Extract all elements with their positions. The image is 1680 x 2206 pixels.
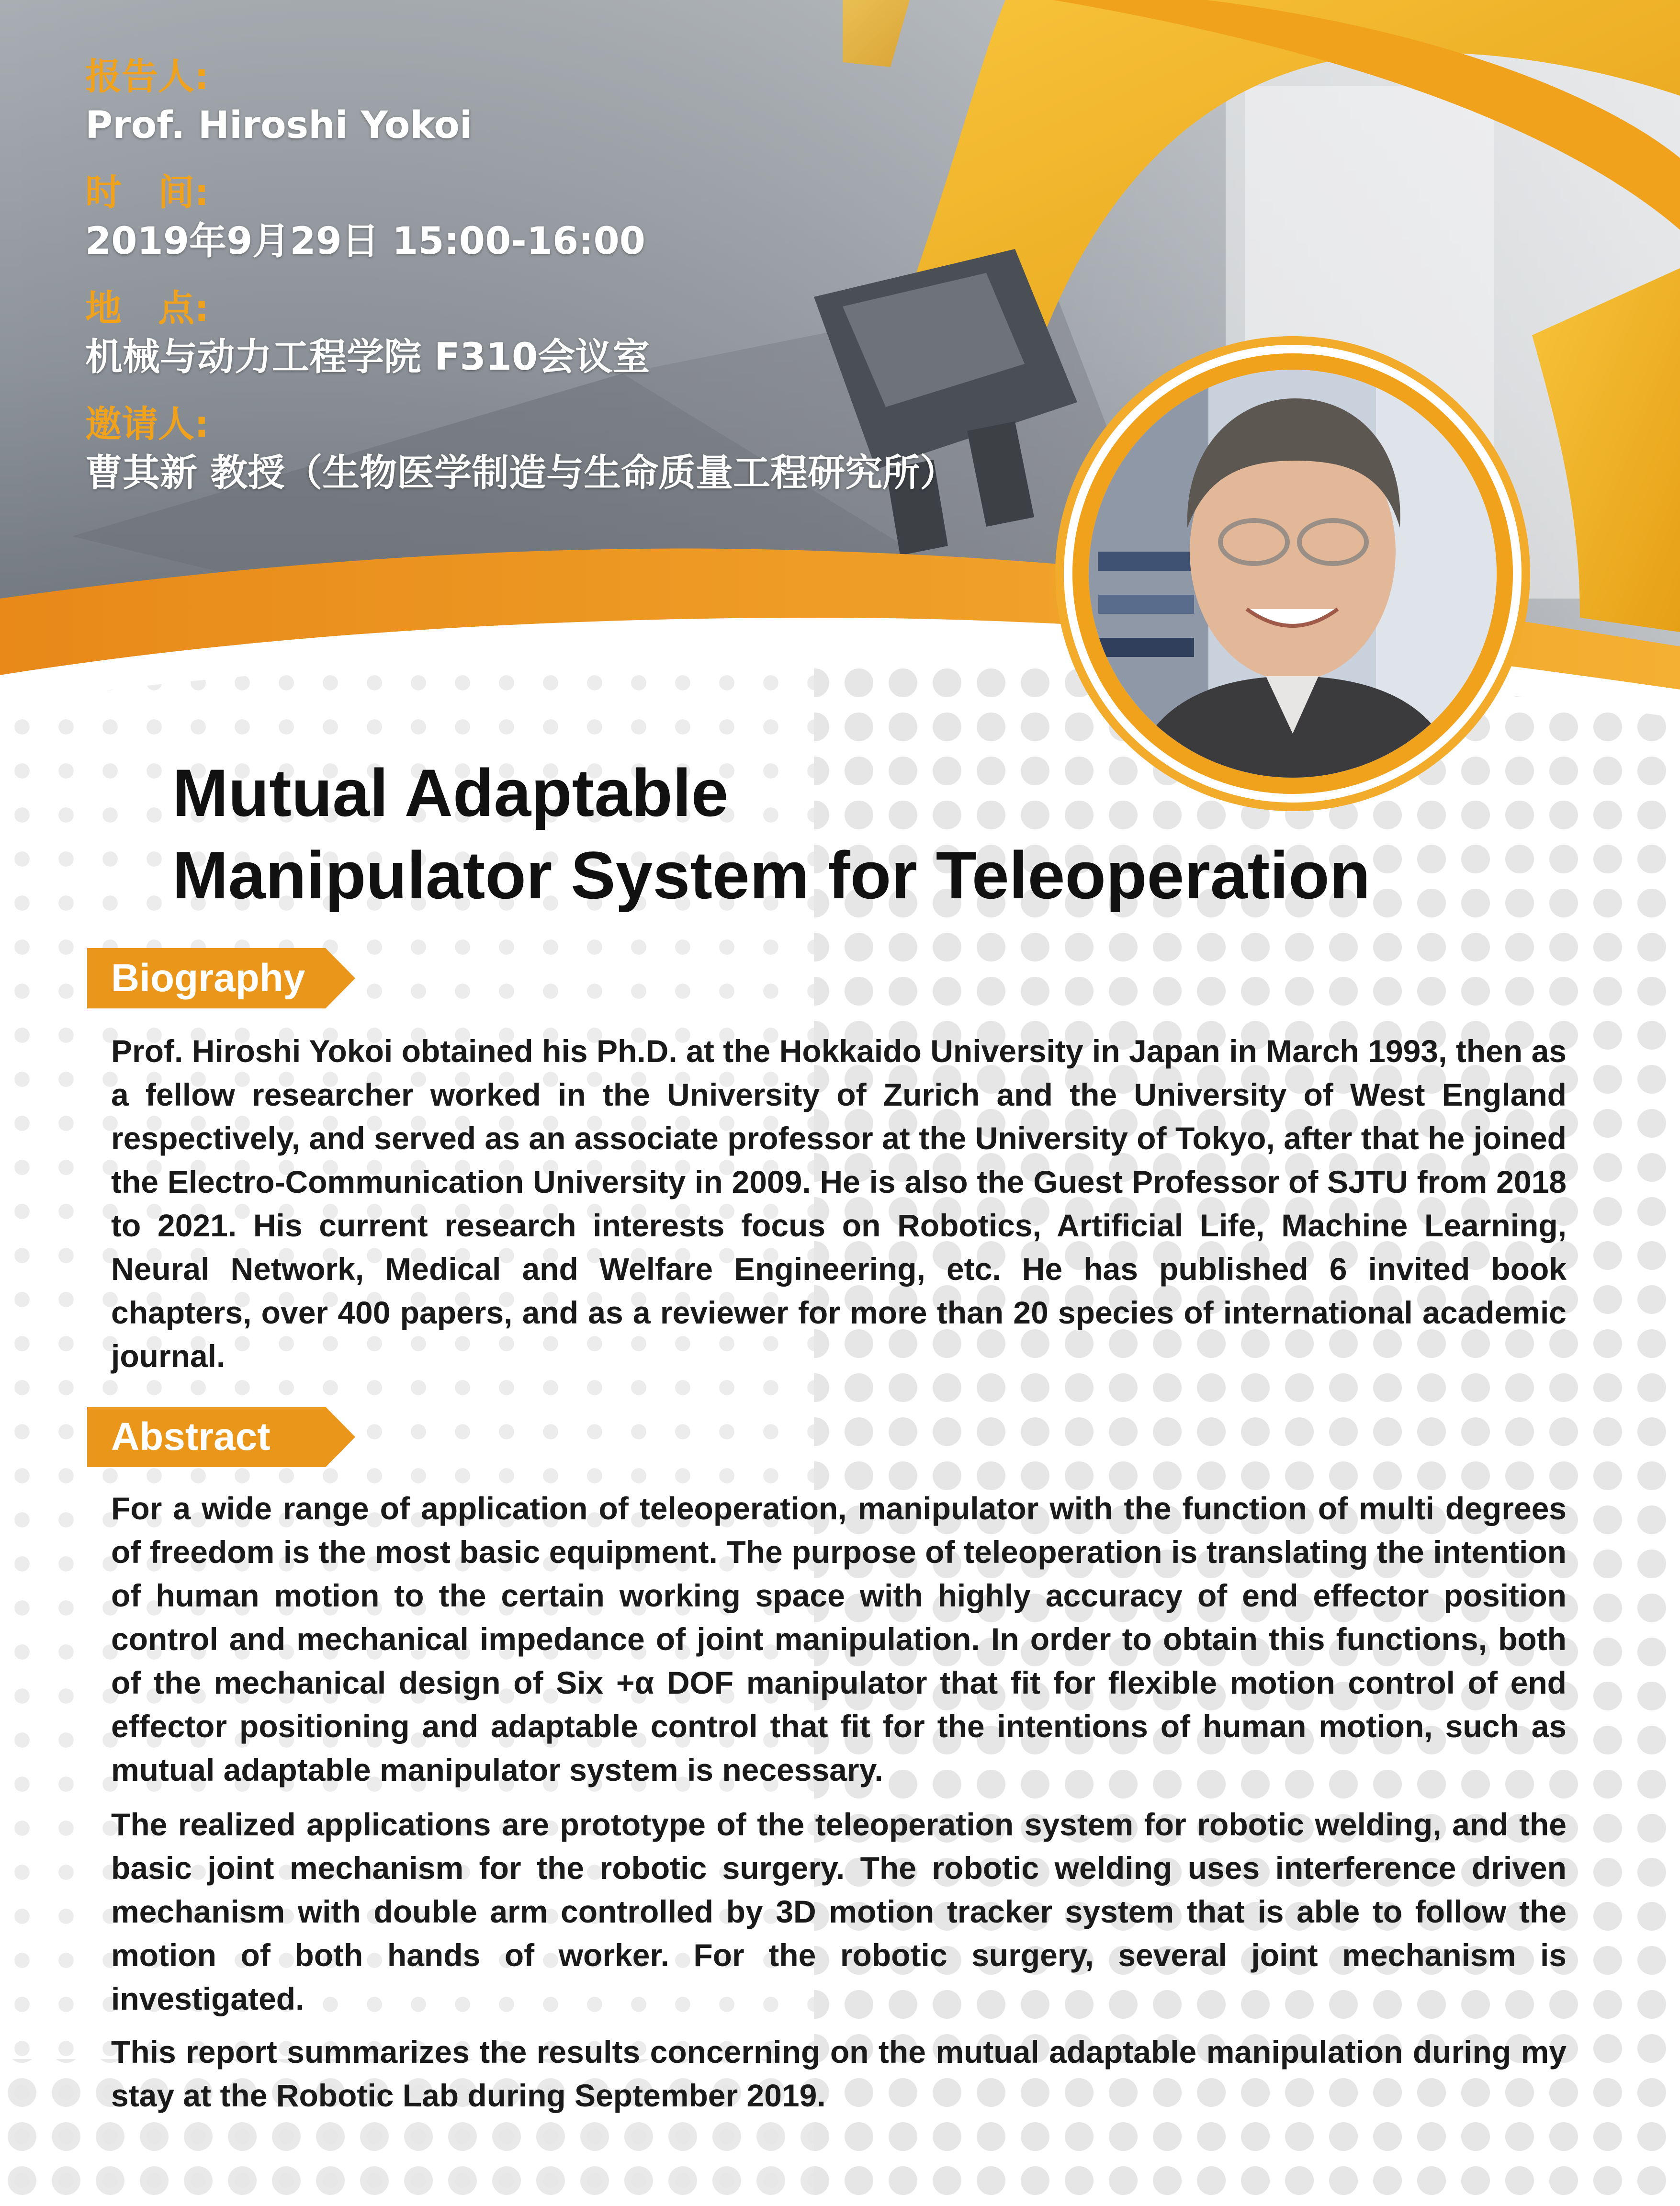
talk-title-line1: Mutual Adaptable xyxy=(172,755,729,830)
abstract-paragraph-2: The realized applications are prototype of the teleoperation system for robotic welding, and the basic joint mechanism for the robotic surgery. The robotic welding uses interference driven mechanism with double arm controlled by 3D motion tracker system that is able to follow the motion of both hands of worker. For the robotic surgery, several joint mechanism is investigated. xyxy=(111,1807,1567,2016)
event-time: 2019年9月29日 15:00-16:00 xyxy=(85,220,646,263)
talk-title-line2: Manipulator System for Teleoperation xyxy=(172,837,1371,913)
host-label: 邀请人: xyxy=(85,403,209,445)
biography-tag xyxy=(87,948,355,1008)
abstract-tag xyxy=(87,1407,355,1467)
talk-title xyxy=(172,752,1561,916)
abstract-paragraph-3: This report summarizes the results concerning on the mutual adaptable manipulation during my stay at the Robotic Lab during September 2019. xyxy=(111,2034,1567,2113)
event-info xyxy=(85,53,1043,516)
abstract-heading: Abstract xyxy=(111,1415,271,1459)
speaker-label: 报告人: xyxy=(85,55,209,98)
biography-text: Prof. Hiroshi Yokoi obtained his Ph.D. at the Hokkaido University in Japan in March 1993, then as a fellow researcher worked in the University of Zurich and the University of West England respectively, and served as an associate professor at the University of Tokyo, after that he joined the Electro-Communication University in 2009. He is also the Guest Professor of SJTU from 2018 to 2021. His current research interests focus on Robotics, Artificial Life, Machine Learning, Neural Network, Medical and Welfare Engineering, etc. He has published 6 invited book chapters, over 400 papers, and as a reviewer for more than 20 species of international academic journal. xyxy=(111,1033,1567,1374)
event-host: 曹其新 教授（生物医学制造与生命质量工程研究所） xyxy=(85,452,958,495)
abstract-paragraph-1: For a wide range of application of teleoperation, manipulator with the function of multi degrees of freedom is the most basic equipment. The purpose of teleoperation is translating the intention of human motion to the certain working space with highly accuracy of end effector position control and mechanical impedance of joint manipulation. In order to obtain this functions, both of the mechanical design of Six +α DOF manipulator that fit for flexible motion control of end effector positioning and adaptable control that fit for the intentions of human motion, such as mutual adaptable manipulator system is necessary. xyxy=(111,1491,1567,1787)
biography-heading: Biography xyxy=(111,956,305,1000)
speaker-name: Prof. Hiroshi Yokoi xyxy=(85,104,473,147)
portrait-photo xyxy=(1089,370,1497,778)
speaker-portrait xyxy=(1072,353,1513,794)
place-label: 地 点: xyxy=(85,287,209,329)
time-label: 时 间: xyxy=(85,171,209,214)
event-place: 机械与动力工程学院 F310会议室 xyxy=(85,336,650,379)
